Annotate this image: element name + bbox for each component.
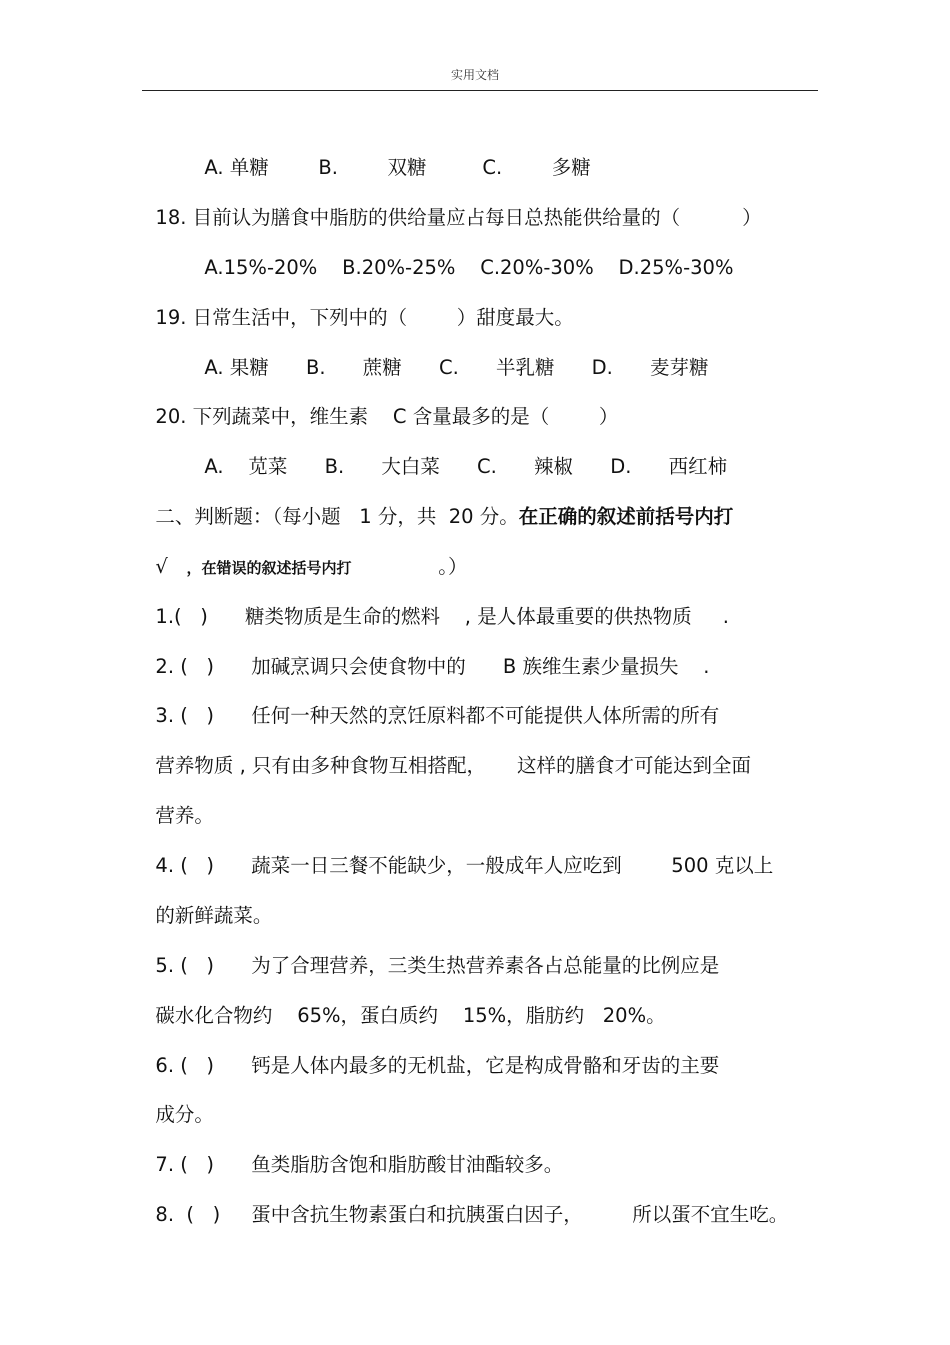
- tf-item-2: [143, 628, 710, 678]
- item-text: 3. ( ) 任何一种天然的烹饪原料都不可能提供人体所需的所有: [155, 704, 720, 727]
- item-text: 8. ( ) 蛋中含抗生物素蛋白和抗胰蛋白因子， 所以蛋不宜生吃。: [155, 1203, 789, 1226]
- tf-item-5: [143, 927, 720, 977]
- item-text: 1.( ) 糖类物质是生命的燃料 , 是人体最重要的供热物质 .: [155, 605, 729, 628]
- check-mark-symbol: √: [155, 555, 187, 578]
- tf-item-1: [143, 578, 729, 628]
- page-header: 实用文档: [450, 68, 499, 82]
- item-text: 成分。: [155, 1103, 214, 1126]
- option-text: A. 单糖 B. 双糖 C. 多糖: [204, 156, 591, 179]
- tf-item-6-cont: [143, 1076, 214, 1126]
- item-text: 碳水化合物约 65%，蛋白质约 15%，脂肪约 20%。: [155, 1004, 666, 1027]
- item-text: 的新鲜蔬菜。: [155, 904, 273, 927]
- item-text: 营养物质 , 只有由多种食物互相搭配， 这样的膳食才可能达到全面: [155, 754, 751, 777]
- tf-item-4: [143, 827, 774, 877]
- q17-options: [192, 129, 591, 179]
- tf-item-3-cont: [143, 727, 751, 777]
- item-text: 2. ( ) 加碱烹调只会使食物中的 B 族维生素少量损失 .: [155, 655, 710, 678]
- tf-item-4-cont: [143, 877, 273, 927]
- q20-options: [192, 428, 728, 478]
- option-text: A.15%-20% B.20%-25% C.20%-30% D.25%-30%: [204, 256, 734, 279]
- tf-item-8: [143, 1176, 789, 1226]
- option-text: A. 苋菜 B. 大白菜 C. 辣椒 D. 西红柿: [204, 455, 728, 478]
- section-title: 二、判断题：（每小题 1 分，共 20 分。: [155, 505, 519, 528]
- q19-options: [192, 329, 709, 379]
- question-text: 20. 下列蔬菜中，维生素 C 含量最多的是（ ）: [155, 405, 619, 428]
- tf-item-7: [143, 1126, 564, 1176]
- instruction-end: 。）: [351, 555, 468, 578]
- tf-item-5-cont: [143, 977, 666, 1027]
- item-text: 4. ( ) 蔬菜一日三餐不能缺少，一般成年人应吃到 500 克以上: [155, 854, 774, 877]
- header-rule: [142, 90, 818, 91]
- item-text: 7. ( ) 鱼类脂肪含饱和脂肪酸甘油酯较多。: [155, 1153, 564, 1176]
- option-text: A. 果糖 B. 蔗糖 C. 半乳糖 D. 麦芽糖: [204, 356, 709, 379]
- instruction-text: ，在错误的叙述括号内打: [186, 559, 352, 577]
- item-text: 6. ( ) 钙是人体内最多的无机盐，它是构成骨骼和牙齿的主要: [155, 1054, 720, 1077]
- item-text: 营养。: [155, 804, 214, 827]
- tf-item-3: [143, 677, 720, 727]
- q18-stem: [143, 179, 762, 229]
- q19-stem: [143, 279, 574, 329]
- section-2-instruction: [143, 528, 468, 578]
- question-text: 19. 日常生活中，下列中的（ ）甜度最大。: [155, 306, 574, 329]
- instruction-text: 在正确的叙述前括号内打: [518, 505, 734, 528]
- q20-stem: [143, 378, 619, 428]
- tf-item-6: [143, 1027, 720, 1077]
- question-text: 18. 目前认为膳食中脂肪的供给量应占每日总热能供给量的（ ）: [155, 206, 762, 229]
- q18-options: [192, 229, 734, 279]
- tf-item-3-cont2: [143, 777, 214, 827]
- item-text: 5. ( ) 为了合理营养，三类生热营养素各占总能量的比例应是: [155, 954, 720, 977]
- section-2-heading: [143, 478, 734, 528]
